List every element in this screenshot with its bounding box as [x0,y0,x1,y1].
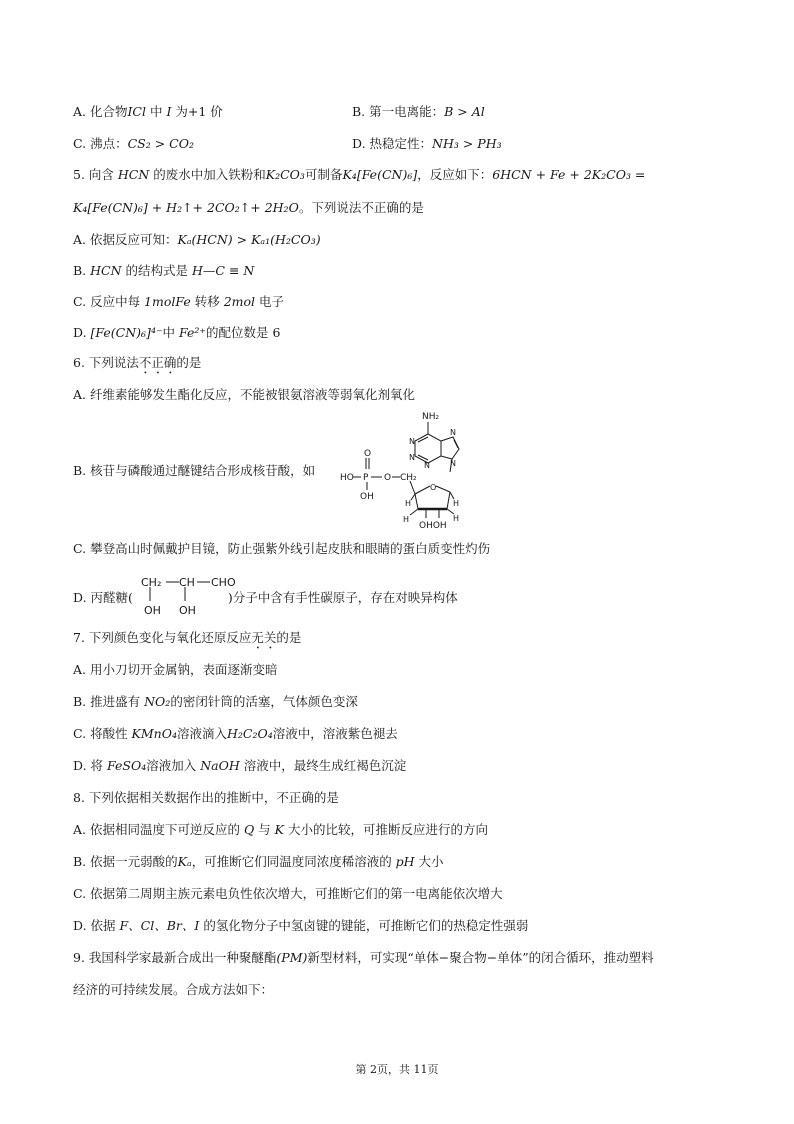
text: A. 依据反应可知： [73,232,178,247]
q6-option-b: B. 核苷与磷酸通过醚键结合形成核苷酸，如 [73,463,316,478]
text: C. 反应中每 [73,294,145,309]
math: F、Cl、Br、I [119,918,200,933]
text: B. 第一电离能： [352,104,445,119]
q4-option-c [73,136,194,152]
q4-option-a [73,104,223,120]
h-label: H [453,499,460,508]
nh2-label: NH₂ [422,412,440,422]
n-label: N [450,459,456,468]
q5-option-a [73,232,321,248]
text: 大小 [414,854,444,869]
text: C. 将酸性 [73,726,132,741]
q6-stem [73,355,201,377]
math: HCN [90,263,122,278]
q6-option-c: C. 攀登高山时佩戴护目镜，防止强紫外线引起皮肤和眼睛的蛋白质变性灼伤 [73,541,491,556]
q8-option-d [73,918,528,934]
text: 的是 [176,355,202,370]
oh-label: OH [360,492,374,502]
cho-label: CHO [211,576,236,589]
text: 的配位数是 6 [206,325,281,340]
text: 溶液中，溶液紫色褪去 [272,726,398,741]
text: D. 将 [73,758,107,773]
math: H₂C₂O₄ [227,726,273,741]
math: pH [395,854,415,869]
math: 2mol [223,294,256,309]
q8-option-b [73,854,444,870]
q5-option-c [73,294,284,310]
n-label: N [450,428,456,437]
text: 的氢化物分子中氢卤键的键能，可推断它们的热稳定性强弱 [199,918,529,933]
nucleotide-structure-diagram [340,406,470,531]
math: Fe²⁺ [179,325,207,340]
o-label: O [364,449,372,459]
text: ，可推断它们同温度同浓度稀溶液的 [191,854,396,869]
text: 的密闭针筒的活塞，气体颜色变深 [170,694,358,709]
n-label: N [409,453,415,462]
q4-option-d [352,136,502,152]
oh-label: OH [144,604,161,617]
q4-option-b [352,104,485,120]
q9-stem-line1 [73,950,654,966]
q8-stem: 8. 下列依据相关数据作出的推断中，不正确的是 [73,790,339,805]
q6-option-a: A. 纤维素能够发生酯化反应，不能被银氨溶液等弱氧化剂氧化 [73,387,415,402]
text: )分子中含有手性碳原子，存在对映异构体 [227,590,458,605]
h-label: H [403,515,410,524]
text: 。下列说法不正确的是 [298,200,424,215]
text: ，反应如下： [417,167,493,182]
text: A. 化合物 [73,104,128,119]
text: A. 依据相同温度下可逆反应的 [73,822,244,837]
text: B. 推进盛有 [73,694,145,709]
q5-stem-line1 [73,167,645,183]
n-label: N [424,461,430,470]
text: 的废水中加入铁粉和 [149,167,266,182]
h-label: H [453,514,460,523]
math: Q [243,822,255,837]
math: B > Al [444,104,485,119]
emphasis-text: 不正确 [138,355,177,370]
ch2-label: CH₂ [400,473,417,483]
math: ICl [127,104,146,119]
text: 溶液滴入 [177,726,228,741]
text: D. [73,325,91,340]
q7-option-a: A. 用小刀切开金属钠，表面逐渐变暗 [73,662,278,677]
n-label: N [409,437,415,446]
text: 为+1 价 [171,104,223,119]
q5-option-d [73,325,280,341]
text: D. 热稳定性： [352,136,433,151]
math: H—C ≡ N [192,263,255,278]
o-label: O [430,483,437,492]
h-label: H [405,499,412,508]
text: 的结构式是 [121,263,192,278]
p-label: P [363,473,369,483]
math: (PM) [276,950,308,965]
text: 与 [254,822,275,837]
glyceraldehyde-structure [138,572,250,618]
ch-label: CH [179,576,195,589]
text: D. 依据 [73,918,120,933]
text: 9. 我国科学家最新合成出一种聚醚酯 [73,950,277,965]
text: D. 丙醛糖( [73,590,133,605]
text: 中 [145,104,167,119]
text: 可制备 [304,167,343,182]
ohoh-label: OHOH [419,521,447,531]
q5-option-b [73,263,254,279]
text: 溶液中，最终生成红褐色沉淀 [239,758,407,773]
math: K₄[Fe(CN)₆] + H₂↑+ 2CO₂↑+ 2H₂O [73,200,299,215]
ho-label: HO [340,473,354,483]
text: 大小的比较，可推断反应进行的方向 [284,822,488,837]
q7-option-b [73,694,358,710]
math: [Fe(CN)₆]⁴⁻ [90,325,163,340]
text: B. 依据一元弱酸的 [73,854,178,869]
emphasis-text: 无关 [251,630,277,645]
text: 6. 下列说法 [73,355,139,370]
math: K [274,822,284,837]
text: 中 [162,325,180,340]
q9-stem-line2: 经济的可持续发展。合成方法如下： [73,982,274,997]
math: NH₃ > PH₃ [432,136,502,151]
math: HCN [117,167,150,182]
q8-option-c: C. 依据第二周期主族元素电负性依次增大，可推断它们的第一电离能依次增大 [73,886,503,901]
q7-option-d [73,758,406,774]
q8-option-a [73,822,488,838]
page-footer: 第 2页，共 11页 [355,1063,439,1076]
math: FeSO₄ [107,758,147,773]
q6-option-d [73,590,458,606]
text: 5. 向含 [73,167,118,182]
text: 7. 下列颜色变化与氧化还原反应 [73,630,252,645]
text: C. 沸点： [73,136,128,151]
math: 6HCN + Fe + 2K₂CO₃ = [492,167,646,182]
math: K₂CO₃ [265,167,305,182]
math: NO₂ [144,694,171,709]
text: B. [73,263,91,278]
math: NaOH [200,758,240,773]
math: Kₐ [177,854,192,869]
text: 转移 [190,294,224,309]
math: K₄[Fe(CN)₆] [342,167,418,182]
text: 的是 [276,630,302,645]
oh-label: OH [179,604,196,617]
q5-stem-line2 [73,200,424,216]
text: 电子 [255,294,285,309]
math: KMnO₄ [131,726,177,741]
q7-option-c [73,726,398,742]
math: 1molFe [144,294,191,309]
math: I [166,104,172,119]
ch2-label: CH₂ [141,576,162,589]
o-label: O [384,473,392,483]
text: 溶液加入 [146,758,201,773]
math: CS₂ > CO₂ [127,136,194,151]
math: Kₐ(HCN) > Kₐ₁(H₂CO₃) [177,232,321,247]
q7-stem [73,630,301,652]
text: 新型材料，可实现“单体−聚合物−单体”的闭合循环，推动塑料 [307,950,654,965]
